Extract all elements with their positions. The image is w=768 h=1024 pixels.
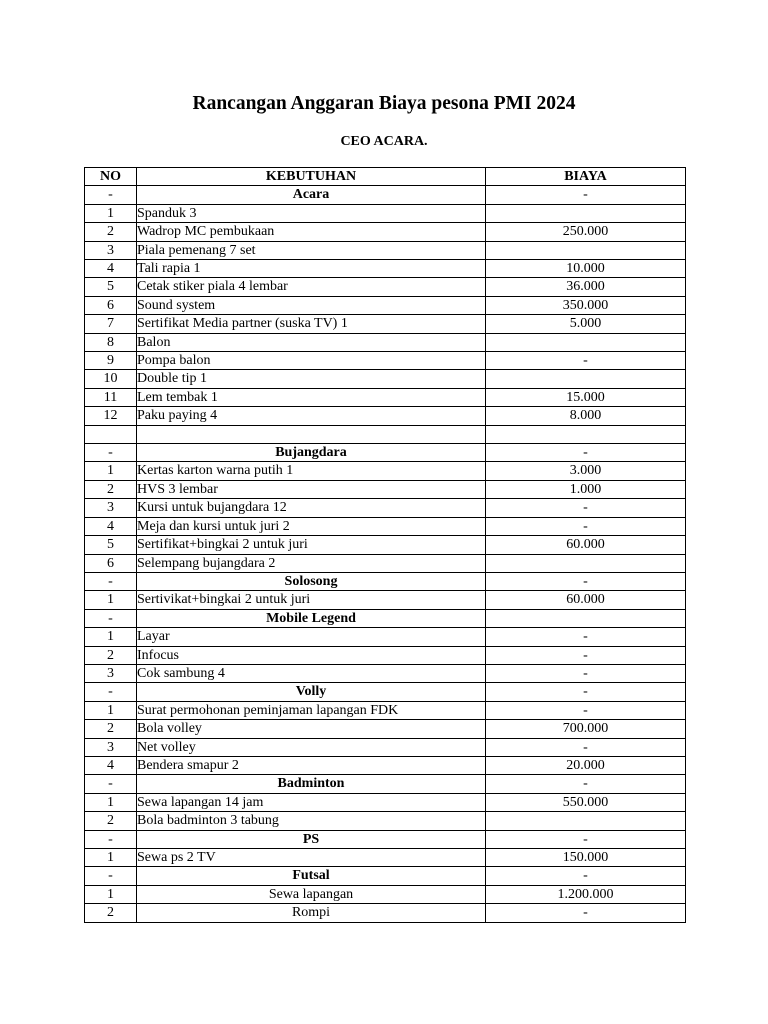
- table-row: [85, 407, 686, 425]
- header-kebutuhan: KEBUTUHAN: [137, 168, 486, 186]
- table-row: [85, 315, 686, 333]
- cell-kebutuhan: Cok sambung 4: [137, 664, 486, 682]
- cell-biaya: -: [486, 830, 686, 848]
- header-row: [85, 168, 686, 186]
- section-title: PS: [137, 830, 486, 848]
- cell-kebutuhan: Wadrop MC pembukaan: [137, 223, 486, 241]
- cell-biaya: -: [486, 701, 686, 719]
- cell-kebutuhan: Piala pemenang 7 set: [137, 241, 486, 259]
- cell-biaya: 20.000: [486, 756, 686, 774]
- cell-biaya: 60.000: [486, 591, 686, 609]
- cell-no: -: [85, 775, 137, 793]
- table-row: [85, 241, 686, 259]
- section-title: Solosong: [137, 572, 486, 590]
- cell-kebutuhan: Sewa ps 2 TV: [137, 849, 486, 867]
- cell-biaya: 350.000: [486, 296, 686, 314]
- cell-kebutuhan: Layar: [137, 628, 486, 646]
- cell-no: -: [85, 867, 137, 885]
- cell-kebutuhan: Sertifikat Media partner (suska TV) 1: [137, 315, 486, 333]
- cell-biaya: 36.000: [486, 278, 686, 296]
- cell-no: 4: [85, 517, 137, 535]
- cell-kebutuhan: Pompa balon: [137, 352, 486, 370]
- table-row: [85, 462, 686, 480]
- cell-kebutuhan: Bola volley: [137, 720, 486, 738]
- cell-biaya: -: [486, 775, 686, 793]
- cell-biaya: [486, 609, 686, 627]
- cell-no: 5: [85, 278, 137, 296]
- section-header-row: [85, 444, 686, 462]
- cell-biaya: -: [486, 904, 686, 922]
- cell-no: -: [85, 609, 137, 627]
- cell-biaya: -: [486, 444, 686, 462]
- page-subtitle: CEO ACARA.: [340, 134, 428, 149]
- cell-no: 4: [85, 756, 137, 774]
- cell-no: 1: [85, 204, 137, 222]
- cell-no: -: [85, 444, 137, 462]
- section-header-row: [85, 186, 686, 204]
- cell-biaya: -: [486, 683, 686, 701]
- cell-no: 2: [85, 904, 137, 922]
- cell-no: 8: [85, 333, 137, 351]
- cell-kebutuhan: Infocus: [137, 646, 486, 664]
- cell-no: 3: [85, 499, 137, 517]
- table-row: [85, 352, 686, 370]
- cell-no: 2: [85, 646, 137, 664]
- table-row: [85, 480, 686, 498]
- cell-biaya: -: [486, 646, 686, 664]
- cell-no: 1: [85, 885, 137, 903]
- table-row: [85, 425, 686, 443]
- cell-no: [85, 425, 137, 443]
- cell-no: 1: [85, 793, 137, 811]
- section-title: Bujangdara: [137, 444, 486, 462]
- header-no: NO: [85, 168, 137, 186]
- cell-kebutuhan: Sertifikat+bingkai 2 untuk juri: [137, 536, 486, 554]
- cell-no: 12: [85, 407, 137, 425]
- cell-no: -: [85, 572, 137, 590]
- cell-biaya: [486, 204, 686, 222]
- cell-biaya: -: [486, 352, 686, 370]
- cell-no: 2: [85, 720, 137, 738]
- section-header-row: [85, 830, 686, 848]
- table-row: [85, 720, 686, 738]
- cell-kebutuhan: Double tip 1: [137, 370, 486, 388]
- table-row: [85, 701, 686, 719]
- section-title: Volly: [137, 683, 486, 701]
- cell-kebutuhan: Spanduk 3: [137, 204, 486, 222]
- cell-biaya: [486, 554, 686, 572]
- cell-no: 3: [85, 738, 137, 756]
- cell-kebutuhan: Balon: [137, 333, 486, 351]
- table-row: [85, 812, 686, 830]
- cell-biaya: [486, 812, 686, 830]
- cell-biaya: 1.200.000: [486, 885, 686, 903]
- cell-kebutuhan: Kursi untuk bujangdara 12: [137, 499, 486, 517]
- budget-table: [84, 167, 686, 923]
- cell-biaya: [486, 425, 686, 443]
- table-row: [85, 260, 686, 278]
- cell-kebutuhan: Tali rapia 1: [137, 260, 486, 278]
- table-row: [85, 370, 686, 388]
- table-row: [85, 296, 686, 314]
- section-title: Acara: [137, 186, 486, 204]
- page-title: Rancangan Anggaran Biaya pesona PMI 2024: [192, 93, 576, 114]
- table-row: [85, 646, 686, 664]
- cell-biaya: 150.000: [486, 849, 686, 867]
- cell-biaya: [486, 241, 686, 259]
- cell-biaya: 10.000: [486, 260, 686, 278]
- cell-biaya: [486, 333, 686, 351]
- cell-kebutuhan: Selempang bujangdara 2: [137, 554, 486, 572]
- cell-no: 7: [85, 315, 137, 333]
- table-row: [85, 536, 686, 554]
- cell-kebutuhan: [137, 425, 486, 443]
- cell-biaya: 15.000: [486, 388, 686, 406]
- table-row: [85, 756, 686, 774]
- table-row: [85, 849, 686, 867]
- table-row: [85, 591, 686, 609]
- cell-biaya: -: [486, 499, 686, 517]
- cell-biaya: [486, 370, 686, 388]
- cell-kebutuhan: Net volley: [137, 738, 486, 756]
- cell-no: 1: [85, 462, 137, 480]
- cell-biaya: -: [486, 628, 686, 646]
- cell-no: 4: [85, 260, 137, 278]
- cell-biaya: -: [486, 572, 686, 590]
- cell-no: 6: [85, 296, 137, 314]
- section-header-row: [85, 572, 686, 590]
- cell-biaya: 3.000: [486, 462, 686, 480]
- table-row: [85, 333, 686, 351]
- table-row: [85, 738, 686, 756]
- table-row: [85, 517, 686, 535]
- cell-no: -: [85, 186, 137, 204]
- table-row: [85, 554, 686, 572]
- cell-kebutuhan: Sertivikat+bingkai 2 untuk juri: [137, 591, 486, 609]
- section-header-row: [85, 775, 686, 793]
- cell-no: 10: [85, 370, 137, 388]
- cell-biaya: -: [486, 867, 686, 885]
- header-biaya: BIAYA: [486, 168, 686, 186]
- cell-no: 2: [85, 812, 137, 830]
- cell-no: 1: [85, 628, 137, 646]
- cell-biaya: -: [486, 517, 686, 535]
- budget-table-header: [85, 168, 686, 186]
- cell-kebutuhan: Kertas karton warna putih 1: [137, 462, 486, 480]
- table-row: [85, 278, 686, 296]
- cell-kebutuhan: Meja dan kursi untuk juri 2: [137, 517, 486, 535]
- cell-biaya: -: [486, 664, 686, 682]
- section-title: Badminton: [137, 775, 486, 793]
- cell-no: 9: [85, 352, 137, 370]
- cell-biaya: -: [486, 738, 686, 756]
- table-row: [85, 499, 686, 517]
- cell-kebutuhan: Bola badminton 3 tabung: [137, 812, 486, 830]
- cell-no: 1: [85, 849, 137, 867]
- table-row: [85, 204, 686, 222]
- section-header-row: [85, 867, 686, 885]
- cell-biaya: 8.000: [486, 407, 686, 425]
- cell-biaya: 550.000: [486, 793, 686, 811]
- cell-biaya: -: [486, 186, 686, 204]
- cell-no: 1: [85, 701, 137, 719]
- cell-no: 3: [85, 241, 137, 259]
- table-row: [85, 904, 686, 922]
- section-title: Mobile Legend: [137, 609, 486, 627]
- table-row: [85, 628, 686, 646]
- cell-kebutuhan: Sound system: [137, 296, 486, 314]
- cell-biaya: 250.000: [486, 223, 686, 241]
- budget-table-body: [85, 186, 686, 922]
- cell-no: 1: [85, 591, 137, 609]
- cell-kebutuhan: Bendera smapur 2: [137, 756, 486, 774]
- cell-no: 5: [85, 536, 137, 554]
- table-row: [85, 793, 686, 811]
- cell-biaya: 60.000: [486, 536, 686, 554]
- cell-biaya: 700.000: [486, 720, 686, 738]
- section-header-row: [85, 683, 686, 701]
- table-row: [85, 388, 686, 406]
- cell-no: -: [85, 683, 137, 701]
- table-row: [85, 664, 686, 682]
- cell-no: 6: [85, 554, 137, 572]
- table-row: [85, 223, 686, 241]
- cell-kebutuhan: Sewa lapangan: [137, 885, 486, 903]
- cell-no: -: [85, 830, 137, 848]
- section-title: Futsal: [137, 867, 486, 885]
- cell-kebutuhan: Paku paying 4: [137, 407, 486, 425]
- cell-kebutuhan: HVS 3 lembar: [137, 480, 486, 498]
- table-row: [85, 885, 686, 903]
- cell-kebutuhan: Surat permohonan peminjaman lapangan FDK: [137, 701, 486, 719]
- cell-biaya: 5.000: [486, 315, 686, 333]
- section-header-row: [85, 609, 686, 627]
- cell-no: 3: [85, 664, 137, 682]
- cell-kebutuhan: Rompi: [137, 904, 486, 922]
- cell-kebutuhan: Sewa lapangan 14 jam: [137, 793, 486, 811]
- cell-kebutuhan: Lem tembak 1: [137, 388, 486, 406]
- cell-kebutuhan: Cetak stiker piala 4 lembar: [137, 278, 486, 296]
- cell-no: 2: [85, 223, 137, 241]
- cell-no: 2: [85, 480, 137, 498]
- cell-biaya: 1.000: [486, 480, 686, 498]
- cell-no: 11: [85, 388, 137, 406]
